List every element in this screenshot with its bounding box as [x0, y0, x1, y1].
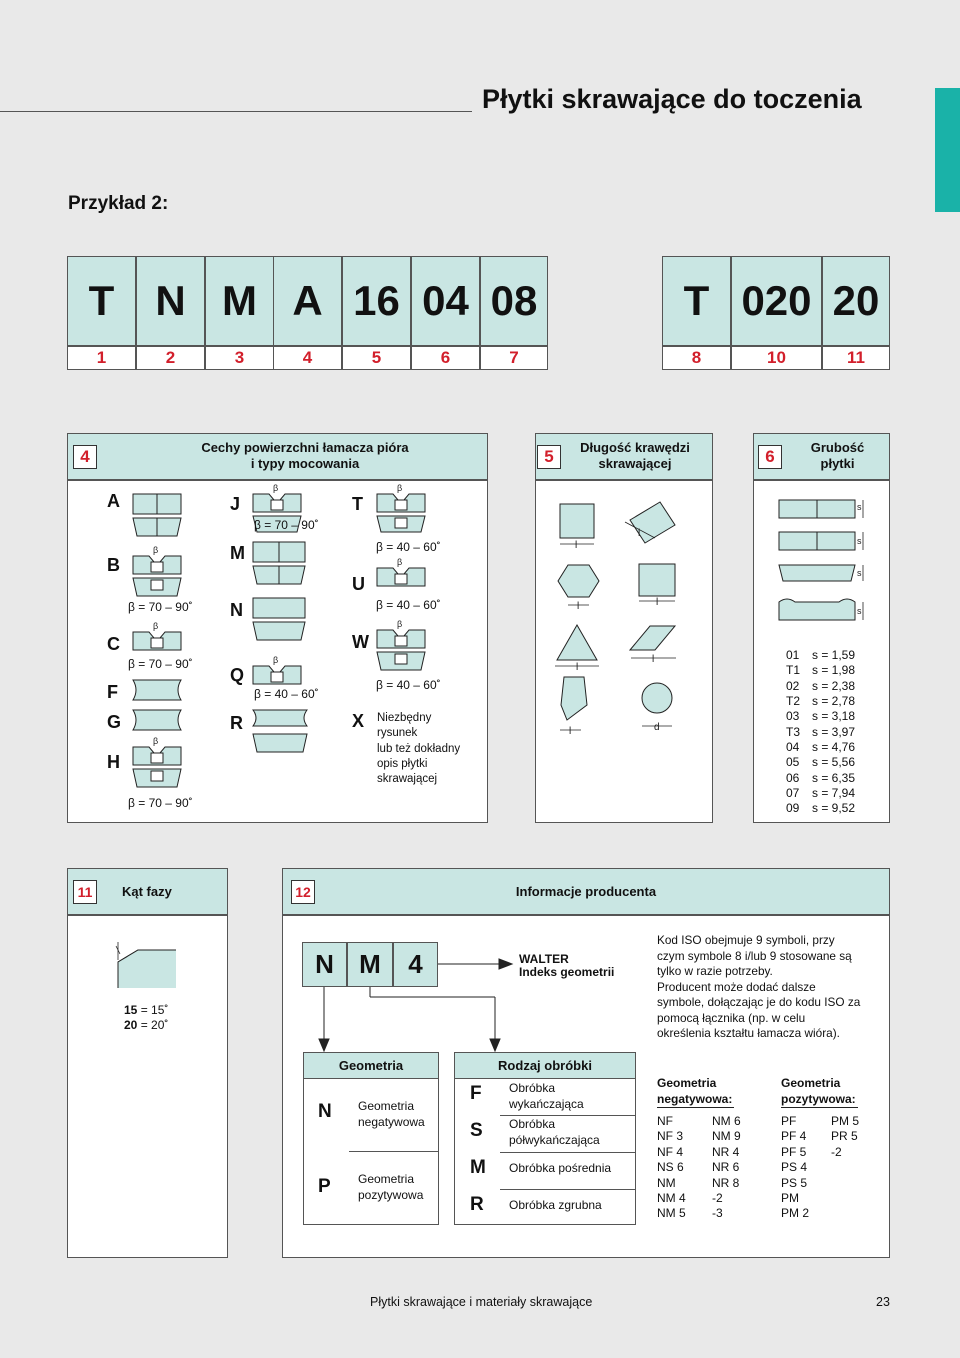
neg-geometry-item: NR 4: [712, 1144, 740, 1159]
header-rule: [0, 111, 472, 112]
pos-list-2: [831, 1114, 859, 1160]
code-cell: 16: [342, 256, 411, 346]
neg-geometry-item: NR 8: [712, 1175, 740, 1190]
code-cell: 04: [411, 256, 480, 346]
neg-geometry-item: -3: [712, 1206, 723, 1221]
sec4-letter-c: C: [107, 634, 120, 654]
description-line: określenia kształtu łamacza wióra).: [657, 1026, 840, 1040]
geom-text-n: Geometria negatywowa: [358, 1099, 425, 1129]
proc-letter-r: R: [470, 1194, 484, 1215]
neg-geometry-item: NF 4: [657, 1144, 684, 1159]
proc-text-m: Obróbka pośrednia: [509, 1161, 612, 1175]
beta-t: β = 40 – 60˚: [376, 540, 441, 554]
thickness-row: [786, 801, 855, 816]
neg-geometry-item: NF 3: [657, 1129, 684, 1144]
sec4-letter-h: H: [107, 752, 120, 772]
thickness-row: [786, 709, 855, 724]
beta-q: β = 40 – 60˚: [254, 687, 319, 701]
svg-text:β: β: [397, 483, 403, 493]
sec4-letter-u: U: [352, 574, 365, 594]
thickness-value: s = 7,94: [812, 786, 856, 801]
neg-geometry-item: NM 9: [712, 1129, 741, 1144]
code-number: 5: [342, 346, 411, 370]
proc-text-r: Obróbka zgrubna: [509, 1198, 602, 1212]
thickness-value: s = 5,56: [812, 755, 856, 770]
ext-code-number: 8: [662, 346, 731, 370]
pos-geometry-item: PM 2: [781, 1206, 810, 1221]
sec4-letter-f: F: [107, 682, 118, 702]
thickness-code: 05: [786, 755, 800, 770]
thickness-row: [786, 663, 855, 678]
thickness-code: 09: [786, 801, 800, 816]
description-line: Producent może dodać dalsze: [657, 979, 816, 994]
svg-text:l: l: [575, 540, 578, 551]
side-tab: [935, 88, 960, 212]
code-cell: M: [205, 256, 274, 346]
svg-text:β: β: [153, 736, 159, 746]
sec4-letter-w: W: [352, 632, 369, 652]
code-number: 7: [480, 346, 548, 370]
pos-geometry-item: PF 4: [781, 1129, 807, 1144]
proc-text-f: Obróbka wykańczająca: [509, 1081, 584, 1111]
proc-letter-m: M: [470, 1157, 486, 1178]
svg-text:l: l: [576, 662, 579, 673]
thickness-row: [786, 725, 855, 740]
beta-c: β = 70 – 90˚: [128, 657, 193, 671]
beta-b: β = 70 – 90˚: [128, 600, 193, 614]
description-line: pomocą łącznika (np. w celu: [657, 1010, 806, 1025]
sec6-title: Grubość płytki: [810, 440, 865, 471]
geom-letter-p: P: [318, 1176, 331, 1197]
svg-text:l: l: [656, 597, 659, 608]
neg-list-1: [657, 1114, 686, 1222]
thickness-code: T2: [786, 694, 801, 709]
thickness-row: [786, 679, 855, 694]
thickness-code: 01: [786, 648, 800, 662]
sec12-number: 12: [291, 880, 315, 904]
svg-text:s: s: [857, 536, 862, 546]
thickness-value: s = 3,18: [812, 709, 856, 724]
sec4-letter-t: T: [352, 494, 363, 514]
code-cell: N: [136, 256, 205, 346]
geometry-table: [303, 1052, 439, 1225]
proc-text-s: Obróbka półwykańczająca: [509, 1117, 600, 1147]
sec4-letter-j: J: [230, 494, 241, 514]
description-line: tylko w razie potrzeby.: [657, 964, 773, 978]
thickness-row: [786, 771, 855, 786]
sec4-letter-q: Q: [230, 665, 245, 685]
sec12-code-m: M: [347, 942, 393, 987]
svg-text:β: β: [273, 655, 279, 665]
neg-geometry-item: NM: [657, 1175, 676, 1190]
neg-geometry-item: -2: [712, 1191, 723, 1206]
thickness-value: s = 1,98: [812, 663, 856, 678]
ext-code-number: 11: [822, 346, 890, 370]
pos-geometry-item: PS 5: [781, 1175, 808, 1190]
ext-code-cell: T: [662, 256, 731, 346]
neg-geometry-item: NM 6: [712, 1114, 741, 1128]
example-title: Przykład 2:: [68, 193, 169, 214]
code-number: 1: [67, 346, 136, 370]
svg-text:l: l: [577, 601, 580, 612]
thickness-row: [786, 740, 855, 755]
page-title: Płytki skrawające do toczenia: [482, 84, 862, 114]
neg-geometry-item: NS 6: [657, 1160, 684, 1175]
chamfer-drawing: [110, 940, 180, 995]
geometry-header: Geometria: [304, 1053, 438, 1079]
svg-text:s: s: [857, 606, 862, 616]
code-cell: A: [273, 256, 342, 346]
svg-text:β: β: [397, 619, 403, 629]
code-cell: T: [67, 256, 136, 346]
neg-title: Geometria negatywowa:: [657, 1076, 733, 1106]
sec4-title: Cechy powierzchni łamacza pióra i typy mocowania: [201, 440, 409, 471]
thickness-code: 02: [786, 678, 800, 693]
thickness-list: [786, 648, 855, 817]
thickness-row: [786, 648, 855, 663]
pos-geometry-item: PS 4: [781, 1160, 808, 1175]
code-number: 3: [205, 346, 274, 370]
pos-geometry-item: PF: [781, 1114, 797, 1128]
sec4-number: 4: [73, 445, 97, 469]
svg-text:β: β: [397, 557, 403, 567]
svg-text:d: d: [654, 722, 660, 733]
code-number: 4: [273, 346, 342, 370]
thickness-code: T1: [786, 663, 801, 678]
thickness-row: [786, 694, 855, 709]
thickness-value: s = 2,78: [812, 694, 856, 709]
page-number: 23: [876, 1295, 890, 1309]
thickness-code: 06: [786, 770, 800, 785]
thickness-value: s = 3,97: [812, 724, 856, 739]
footer-text: Płytki skrawające i materiały skrawające: [370, 1295, 593, 1309]
thickness-value: s = 9,52: [812, 801, 856, 816]
sec5-title: Długość krawędzi skrawającej: [580, 440, 690, 471]
description-line: symbole, dołączając je do kodu ISO za: [657, 995, 861, 1009]
sec11-title: Kąt fazy: [122, 884, 172, 899]
svg-text:l: l: [569, 726, 572, 737]
pos-title: Geometria pozytywowa:: [781, 1076, 856, 1106]
sec4-letter-r: R: [230, 713, 243, 733]
svg-text:l: l: [638, 528, 641, 539]
svg-text:s: s: [857, 568, 862, 578]
thickness-value: s = 6,35: [812, 770, 856, 785]
pos-geometry-item: PM: [781, 1191, 799, 1206]
walter-label: WALTER Indeks geometrii: [519, 952, 615, 979]
thickness-code: 03: [786, 709, 800, 724]
thickness-code: 04: [786, 740, 800, 755]
sec12-code-4: 4: [393, 942, 438, 987]
neg-geometry-item: NM 5: [657, 1206, 686, 1221]
pos-geometry-item: PF 5: [781, 1144, 807, 1159]
thickness-code: T3: [786, 724, 801, 739]
beta-h: β = 70 – 90˚: [128, 796, 193, 810]
proc-letter-s: S: [470, 1120, 483, 1141]
description-line: Kod ISO obejmuje 9 symboli, przy: [657, 933, 835, 947]
code-number: 2: [136, 346, 205, 370]
thickness-value: s = 2,38: [812, 678, 856, 693]
description-line: czym symbole 8 i/lub 9 stosowane są: [657, 948, 852, 963]
svg-text:β: β: [273, 483, 279, 493]
sec4-letter-x: X: [352, 711, 365, 731]
pos-geometry-item: -2: [831, 1144, 842, 1159]
code-number: 6: [411, 346, 480, 370]
sec4-letter-a: A: [107, 491, 120, 511]
sec5-number: 5: [537, 445, 561, 469]
beta-j: β = 70 – 90˚: [254, 518, 319, 532]
ext-code-cell: 20: [822, 256, 890, 346]
thickness-row: [786, 755, 855, 770]
neg-geometry-item: NM 4: [657, 1191, 686, 1206]
thickness-code: 07: [786, 786, 800, 801]
chamfer-15: 15 = 15˚: [124, 1003, 169, 1017]
thickness-value: s = 1,59: [812, 648, 856, 662]
chamfer-20: 20 = 20˚: [124, 1018, 169, 1032]
sec4-letter-n: N: [230, 600, 243, 620]
neg-list-2: [712, 1114, 741, 1222]
code-cell: 08: [480, 256, 548, 346]
process-table: [454, 1052, 636, 1225]
iso-description: [657, 933, 860, 1042]
beta-u: β = 40 – 60˚: [376, 598, 441, 612]
pos-geometry-item: PR 5: [831, 1129, 858, 1144]
neg-geometry-item: NR 6: [712, 1160, 740, 1175]
sec4-letter-m: M: [230, 543, 245, 563]
thickness-value: s = 4,76: [812, 740, 856, 755]
ext-code-cell: 020: [731, 256, 822, 346]
pos-list-1: [781, 1114, 809, 1222]
sec12-title: Informacje producenta: [515, 884, 657, 899]
sec6-number: 6: [758, 445, 782, 469]
sec12-code-n: N: [302, 942, 347, 987]
pos-geometry-item: PM 5: [831, 1114, 860, 1128]
beta-w: β = 40 – 60˚: [376, 678, 441, 692]
neg-geometry-item: NF: [657, 1114, 673, 1128]
sec5-drawings: [535, 480, 713, 823]
thickness-row: [786, 786, 855, 801]
sec4-letter-g: G: [107, 712, 122, 732]
svg-text:β: β: [153, 621, 159, 631]
svg-text:β: β: [153, 545, 159, 555]
sec4-letter-b: B: [107, 555, 120, 575]
geom-letter-n: N: [318, 1101, 332, 1122]
svg-text:l: l: [652, 654, 655, 665]
proc-letter-f: F: [470, 1083, 482, 1104]
process-header: Rodzaj obróbki: [455, 1053, 635, 1079]
svg-text:s: s: [857, 502, 862, 512]
sec11-number: 11: [73, 880, 97, 904]
geom-text-p: Geometria pozytywowa: [358, 1172, 424, 1202]
x-description: Niezbędny rysunek lub też dokładny opis płytki skrawającej: [377, 712, 461, 786]
ext-code-number: 10: [731, 346, 822, 370]
